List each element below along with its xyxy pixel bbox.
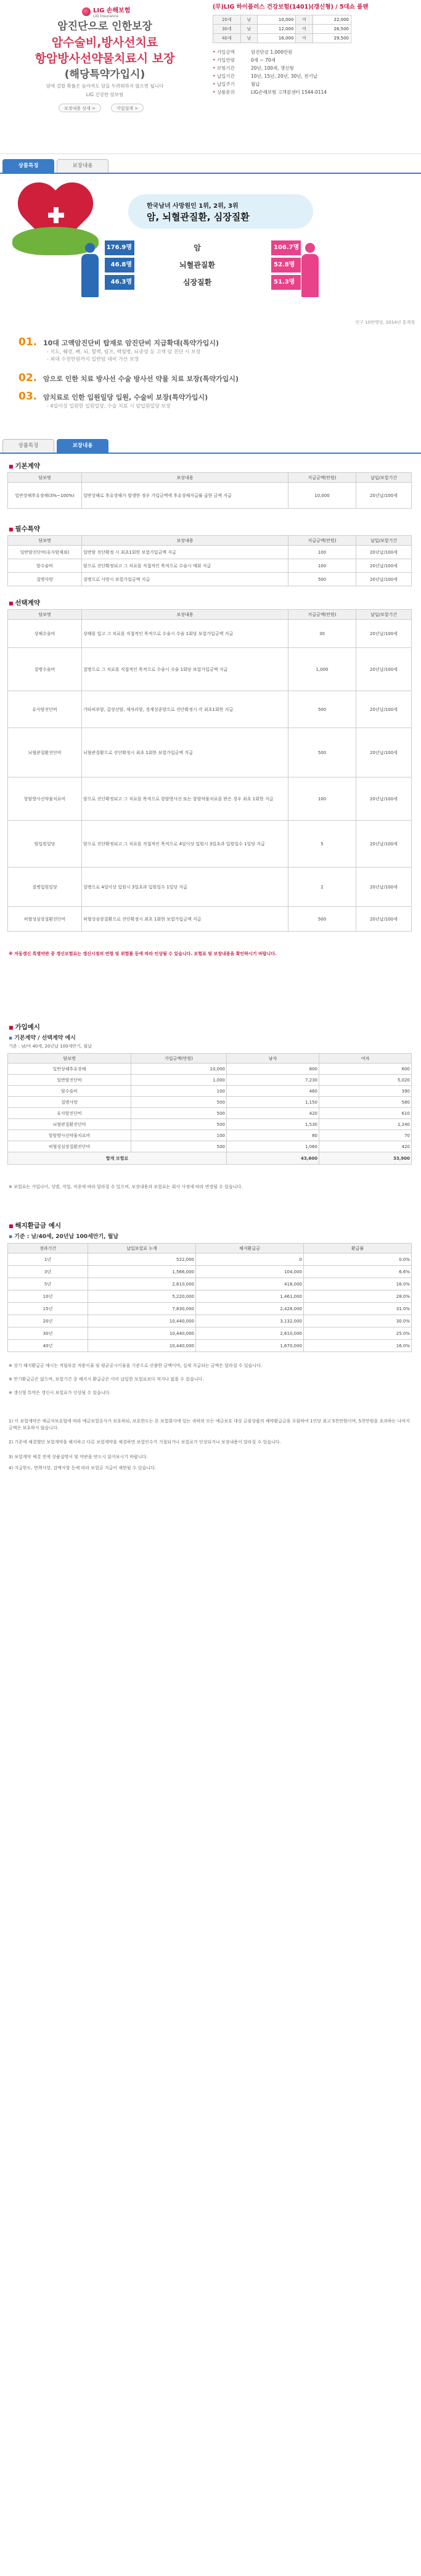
info-row: • 가입금액 암진단금 1,000만원 <box>213 48 418 56</box>
table-row: 뇌혈관질환진단비 뇌혈관질환으로 진단확정시 최초 1회한 보험가입금액 지급 500 20년납/100세 <box>8 728 412 777</box>
table-row: 10년 5,220,000 1,461,000 28.0% <box>8 1290 412 1303</box>
graphic-headline-1: 한국남녀 사망원인 1위, 2위, 3위 <box>147 203 239 210</box>
coverage-summary: 01. 10대 고액암진단비 탑재로 암진단비 지급확대(특약가입시) - 식도, 췌장, 뼈, 뇌, 혈액, 림프, 백혈병, 뇌종양 등 고액 암 진단 시 보장 - 최대 수천만원까지 일반암 대비 가산 보장 02. 암으로 인한 치료 방사선 수술 방사선 약물 치료 보장(특약가입시) 03. 암치료로 인한 입원일당 입원, 수술비 보장(특약가입시) - 4일이상 입원한 입원일당, 수술 치료 시 암입원일당 보장 <box>18 336 239 409</box>
footer-note: 4) 지급한도, 면책사항, 감액사항 등에 따라 보험금 지급이 제한될 수 있습니다. <box>9 1466 156 1471</box>
required-rider-table: 담보명 보장내용 지급금액(만원) 납입/보험기간 일반암진단비(유사암제외) 일반암 진단확정 시 최초1회한 보험가입금액 지급 100 20년납/100세 암수술비 암으로 진단확정되고 그 치료를 직접적인 목적으로 수술시 매회 지급 100 20년납/100세 질병사망 질병으로 사망시 보험가입금액 지급 500 20년납/100세 <box>7 535 412 586</box>
hero-line-2: 암수술비,방사선치료 <box>51 36 158 49</box>
brand-logo <box>82 5 130 18</box>
tab-coverage[interactable]: 보장내용 <box>57 159 108 173</box>
footer-note: 3) 보험계약 체결 전에 상품설명서 및 약관을 반드시 읽어보시기 바랍니다. <box>9 1454 148 1459</box>
table-row: 암수술비 100 460 390 <box>8 1086 412 1097</box>
table-row: 40년 10,440,000 1,670,000 16.0% <box>8 1340 412 1352</box>
stat-row: 46.8명 뇌혈관질환 52.8명 <box>105 258 339 274</box>
table-row: 5년 2,610,000 418,000 16.0% <box>8 1278 412 1290</box>
hero-note-sub: LIG 건강한 암보험 <box>86 92 124 97</box>
surrender-subtitle: ▪ 기준 : 남/40세, 20년납 100세만기, 월납 <box>9 1232 118 1240</box>
logo-mark-icon <box>82 7 91 16</box>
product-summary <box>213 3 418 151</box>
tab-coverage[interactable]: 보장내용 <box>57 439 108 453</box>
info-row: • 납입기간 10년, 15년, 20년, 30년, 전기납 <box>213 72 418 80</box>
sample-subtitle: ▪ 기본계약 / 선택계약 예시 <box>9 1033 76 1041</box>
hero-note: 암에 걸릴 확률은 높아져도 암을 두려워하지 않으면 됩니다 <box>46 83 164 89</box>
tab-bar-top <box>0 159 421 174</box>
table-row: 3년 1,566,000 104,000 6.6% <box>8 1266 412 1278</box>
stat-source: 인구 10만명당, 2014년 통계청 <box>355 320 415 325</box>
stat-row: 46.3명 심장질환 51.3명 <box>105 275 339 291</box>
mortality-infographic <box>0 179 421 336</box>
hero-line-3: 항암방사선약물치료시 보장 <box>35 52 175 65</box>
premium-row: 30세 남 12,000 여 26,500 <box>213 25 351 34</box>
table-row: 유사암진단비 기타피부암, 갑상선암, 제자리암, 경계성종양으로 진단확정시 각 최초1회한 지급 500 20년납/100세 <box>8 691 412 728</box>
table-row: 뇌혈관질환진단비 500 1,530 1,240 <box>8 1119 412 1130</box>
brand-name: LIG 손해보험 <box>93 7 131 14</box>
footer-note: 2) 기존에 체결했던 보험계약을 해지하고 다른 보험계약을 체결하면 보험인수가 거절되거나 보험료가 인상되거나 보장내용이 달라질 수 있습니다. <box>9 1440 281 1445</box>
section-sample: ■ 가입예시 <box>9 1022 40 1032</box>
section-required-rider: ■ 필수특약 <box>9 524 40 533</box>
table-row: 항암방사선약물치료비 암으로 진단확정되고 그 치료를 목적으로 항암방사선 또는 항암약물치료를 받은 경우 최초 1회한 지급 100 20년납/100세 <box>8 777 412 821</box>
product-title: (무)LIG 하이플러스 건강보험(1401)(갱신형) / 5대쇼 플랜 <box>213 4 369 10</box>
table-row: 일반상해후유장해(3%~100%) 일반상해로 후유장해가 발생한 경우 가입금액에 후유장해지급률 곱한 금액 지급 10,000 20년납/100세 <box>8 483 412 509</box>
table-row: 질병수술비 질병으로 그 치료를 직접적인 목적으로 수술시 수술 1회당 보험가입금액 지급 1,000 20년납/100세 <box>8 648 412 691</box>
basic-contract-table: 담보명 보장내용 지급금액(만원) 납입/보험기간 일반상해후유장해(3%~100%) 일반상해로 후유장해가 발생한 경우 가입금액에 후유장해지급률 곱한 금액 지급 10,000 20년납/100세 <box>7 472 412 509</box>
table-row: 질병입원일당 질병으로 4일이상 입원시 3일초과 입원일수 1일당 지급 2 20년납/100세 <box>8 868 412 907</box>
speech-bubble <box>128 194 313 229</box>
table-row: 일반암진단비 1,000 7,230 5,020 <box>8 1075 412 1086</box>
hero-line-4: (해당특약가입시) <box>64 68 145 81</box>
info-row: • 가입연령 0세 ~ 70세 <box>213 56 418 64</box>
stat-row: 176.9명 암 106.7명 <box>105 240 339 256</box>
surrender-note: ※ 만기환급금은 없으며, 보험기간 중 해지시 환급금은 이미 납입한 보험료보다 적거나 없을 수 있습니다. <box>9 1377 204 1382</box>
table-row: 1년 522,000 0 0.0% <box>8 1253 412 1266</box>
hero-banner <box>0 0 421 154</box>
table-row: 30년 10,440,000 2,610,000 25.0% <box>8 1327 412 1340</box>
info-row: • 보험기간 20년, 100세, 갱신형 <box>213 64 418 72</box>
table-row: 허혈성심장질환진단비 500 1,060 420 <box>8 1141 412 1152</box>
table-row: 유사암진단비 500 420 610 <box>8 1108 412 1119</box>
coverage-detail-link[interactable]: 보장내용 상세 > <box>59 104 101 112</box>
medical-cross-icon <box>48 207 64 223</box>
section-surrender: ■ 해지환급금 예시 <box>9 1221 61 1230</box>
section-basic-contract: ■ 기본계약 <box>9 461 40 470</box>
table-row: 일반암진단비(유사암제외) 일반암 진단확정 시 최초1회한 보험가입금액 지급 100 20년납/100세 <box>8 546 412 559</box>
sample-caption: 기준 : 남/여 40세, 20년납 100세만기, 월납 <box>9 1044 92 1049</box>
footer-note: 1) 이 보험계약은 예금자보호법에 따라 예금보험공사가 보호하되, 보호한도는 본 보험회사에 있는 귀하의 모든 예금보호 대상 금융상품의 해약환급금을 포함하여 1인당 최고 5천만원이며, 5천만원을 초과하는 나머지 금액은 보호하지 않습니다. <box>9 1419 410 1430</box>
brand-sub: LIG Insurance <box>93 14 119 18</box>
tab-features[interactable]: 상품특징 <box>2 439 54 453</box>
tab-features[interactable]: 상품특징 <box>2 159 54 173</box>
premium-row: 40세 남 16,000 여 29,500 <box>213 34 351 43</box>
surrender-note: ※ 갱신형 특약은 갱신시 보험료가 인상될 수 있습니다. <box>9 1390 111 1395</box>
section-optional-contract: ■ 선택계약 <box>9 598 40 607</box>
plan-design-link[interactable]: 가입설계 > <box>111 104 144 112</box>
total-row: 합계 보험료 43,600 33,900 <box>8 1152 412 1165</box>
premium-table <box>213 15 351 43</box>
table-row: 항암방사선약물치료비 100 80 70 <box>8 1130 412 1141</box>
male-figure-icon <box>79 243 101 297</box>
product-info-list <box>213 48 418 96</box>
surrender-table: 경과기간 납입보험료 누계 해지환급금 환급률 1년 522,000 0 0.0% 3년 1,566,000 104,000 6.6% 5년 2,610,000 418,000 16.0% 10년 5,220,000 1,461,000 28.0% 15년 7,830,000 2,428,000 31.0% 20년 10,440,000 3,132,000 30.0% 30년 10,440,000 2,610,000 25.0% 40년 10,440,000 1,670,000 16.0% <box>7 1243 412 1352</box>
table-row: 일반상해후유장해 10,000 800 600 <box>8 1064 412 1075</box>
table-row: 상해수술비 상해를 입고 그 치료를 직접적인 목적으로 수술시 수술 1회당 보험가입금액 지급 30 20년납/100세 <box>8 620 412 648</box>
premium-row: 20세 남 10,000 여 22,000 <box>213 15 351 25</box>
table-row: 20년 10,440,000 3,132,000 30.0% <box>8 1315 412 1327</box>
optional-contract-note: ※ 자동갱신 특별약관 중 갱신보험료는 갱신시점의 연령 및 위험률 등에 따라 인상될 수 있습니다. 보험료 및 보장내용을 확인하시기 바랍니다. <box>9 951 277 956</box>
graphic-headline-2: 암, 뇌혈관질환, 심장질환 <box>147 211 250 223</box>
table-row: 허혈성심장질환진단비 허혈성심장질환으로 진단확정시 최초 1회한 보험가입금액 지급 500 20년납/100세 <box>8 907 412 932</box>
table-row: 암수술비 암으로 진단확정되고 그 치료를 직접적인 목적으로 수술시 매회 지급 100 20년납/100세 <box>8 559 412 573</box>
table-row: 질병사망 500 1,150 580 <box>8 1097 412 1108</box>
table-row: 15년 7,830,000 2,428,000 31.0% <box>8 1303 412 1315</box>
surrender-note: ※ 상기 해지환급금 예시는 적립부분 적용이율 및 평균공시이율을 기준으로 산출한 금액이며, 실제 지급되는 금액은 달라질 수 있습니다. <box>9 1363 263 1368</box>
info-row: • 상품문의 LIG손해보험 고객콜센터 1544-0114 <box>213 88 418 96</box>
sample-table: 담보명 가입금액(만원) 남자 여자 일반상해후유장해 10,000 800 600 일반암진단비 1,000 7,230 5,020 암수술비 100 460 390 질병사망 500 1,150 580 유사암진단비 500 420 610 뇌혈관질환진단비 500 1,530 1,240 항암방사선약물치료비 100 80 70 허혈성심장질환진단비 500 1,060 420 합계 보험료 43,600 33,900 <box>7 1053 412 1165</box>
hero-line-1: 암진단으로 인한보장 <box>57 20 152 33</box>
optional-contract-table: 담보명 보장내용 지급금액(만원) 납입/보험기간 상해수술비 상해를 입고 그 치료를 직접적인 목적으로 수술시 수술 1회당 보험가입금액 지급 30 20년납/100세 질병수술비 질병으로 그 치료를 직접적인 목적으로 수술시 수술 1회당 보험가입금액 지급 1,000 20년납/100세 유사암진단비 기타피부암, 갑상선암, 제자리암, 경계성종양으로 진단확정시 각 최초1회한 지급 500 20년납/100세 뇌혈관질환진단비 뇌혈관질환으로 진단확정시 최초 1회한 보험가입금액 지급 500 20년납/100세 항암방사선약물치료비 암으로 진단확정되고 그 치료를 목적으로 항암방사선 또는 항암약물치료를 받은 경우 최초 1회한 지급 100 20년납/100세 암입원일당 암으로 진단확정되고 그 치료를 직접적인 목적으로 4일이상 입원시 3일초과 입원일수 1일당 지급 5 20년납/100세 질병입원일당 질병으로 4일이상 입원시 3일초과 입원일수 1일당 지급 2 20년납/100세 허혈성심장질환진단비 허혈성심장질환으로 진단확정시 최초 1회한 보험가입금액 지급 500 20년납/100세 <box>7 609 412 932</box>
table-row: 질병사망 질병으로 사망시 보험가입금액 지급 500 20년납/100세 <box>8 573 412 586</box>
info-row: • 납입주기 월납 <box>213 80 418 88</box>
table-row: 암입원일당 암으로 진단확정되고 그 치료를 직접적인 목적으로 4일이상 입원시 3일초과 입원일수 1일당 지급 5 20년납/100세 <box>8 821 412 868</box>
sample-note: ※ 보험료는 가입나이, 성별, 직업, 직종에 따라 달라질 수 있으며, 보장내용과 보험료는 회사 사정에 따라 변경될 수 있습니다. <box>9 1184 243 1189</box>
tab-bar-bottom <box>0 439 421 454</box>
